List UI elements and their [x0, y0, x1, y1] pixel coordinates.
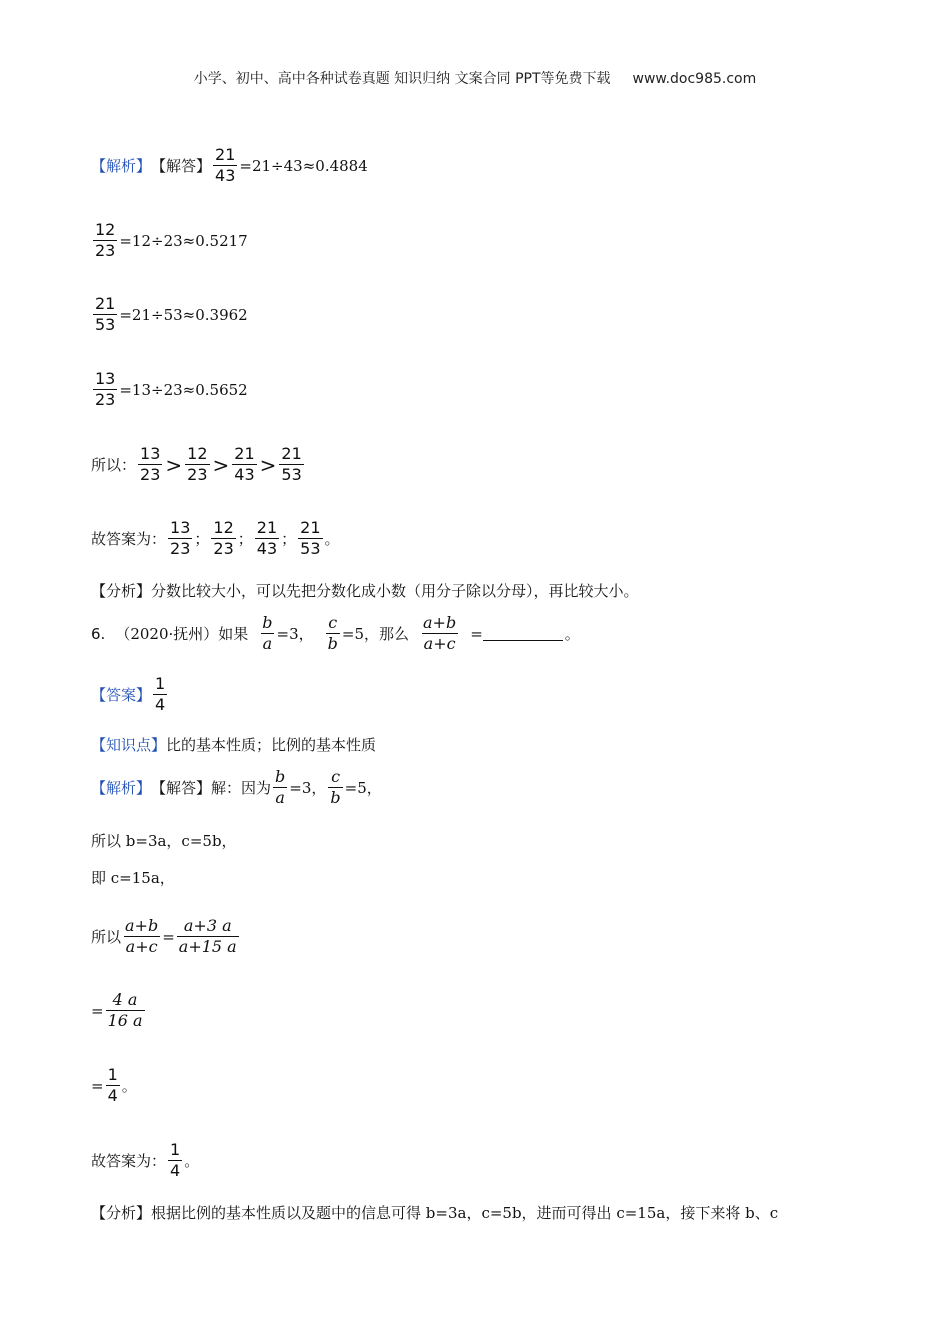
separator: ； [194, 530, 210, 549]
numerator: b [262, 613, 273, 632]
q5-solution-line-1 [91, 146, 368, 186]
so-label: 所以： [91, 456, 137, 475]
denominator: 4 [107, 1086, 118, 1106]
period: 。 [184, 1152, 200, 1171]
denominator: b [330, 788, 341, 808]
tag-jiexi: 【解析】 [91, 779, 152, 798]
q6-knowledge [91, 734, 376, 755]
greater-than: > [259, 452, 277, 477]
numerator: 21 [300, 518, 321, 537]
denominator: a [262, 634, 273, 654]
fraction [328, 768, 342, 808]
q5-analysis [91, 580, 639, 601]
numerator: 13 [95, 369, 116, 388]
numerator: a+3 a [183, 916, 232, 935]
separator: ； [237, 530, 253, 549]
q6-answer-line [91, 1141, 199, 1181]
header-text: 小学、初中、高中各种试卷真题 知识归纳 文案合同 PPT等免费下载 [193, 71, 611, 87]
tag-daan: 【答案】 [91, 686, 152, 705]
page-header [0, 68, 950, 88]
q6-line-b: 所以 b=3a，c=5b， [91, 832, 237, 850]
tag-zhishidian: 【知识点】 [91, 736, 167, 754]
denominator: a [275, 788, 285, 808]
denominator: a+15 a [178, 937, 237, 957]
q6-question [91, 614, 580, 654]
fraction [421, 614, 458, 654]
numerator: 21 [234, 444, 255, 463]
fraction [211, 519, 235, 559]
equation-part: =3， [289, 779, 327, 798]
denominator: 53 [95, 315, 116, 335]
so-label: 所以 [91, 928, 122, 947]
denominator: a+c [125, 937, 158, 957]
fraction [326, 614, 340, 654]
greater-than: > [165, 452, 183, 477]
fraction [298, 519, 322, 559]
numerator: c [331, 767, 341, 786]
denominator: 16 a [107, 1011, 143, 1031]
denominator: 43 [215, 166, 236, 186]
denominator: 23 [95, 390, 116, 410]
q6-solution-intro [91, 768, 382, 808]
denominator: 23 [213, 539, 234, 559]
fraction [213, 146, 237, 186]
fraction [153, 675, 167, 715]
fraction [273, 768, 287, 808]
fraction [279, 445, 303, 485]
q5-answer-line [91, 519, 340, 559]
numerator: 1 [170, 1140, 181, 1159]
knowledge-text: 比的基本性质；比例的基本性质 [166, 736, 377, 754]
denominator: 23 [95, 241, 116, 261]
q6-step-1 [91, 917, 241, 957]
equals-sign: = [91, 1001, 104, 1020]
numerator: 12 [213, 518, 234, 537]
denominator: a+c [423, 634, 456, 654]
answer-label: 故答案为： [91, 530, 167, 549]
fraction [260, 614, 274, 654]
question-source: （2020·抚州）如果 [115, 625, 249, 644]
greater-than: > [212, 452, 230, 477]
header-url[interactable]: www.doc985.com [632, 71, 757, 87]
expression: =21÷53≈0.3962 [119, 305, 248, 324]
denominator: 53 [300, 539, 321, 559]
numerator: 21 [256, 518, 278, 537]
period: 。 [121, 1077, 137, 1096]
solution-intro: 解：因为 [211, 779, 272, 798]
fraction [232, 445, 256, 485]
fraction [168, 519, 192, 559]
numerator: 13 [170, 518, 191, 537]
question-number: 6. [91, 624, 106, 643]
q6-analysis [91, 1202, 778, 1223]
numerator: 12 [95, 220, 116, 239]
denominator: 23 [170, 539, 191, 559]
tag-jieda: 【解答】 [151, 779, 212, 798]
tag-jieda: 【解答】 [151, 157, 212, 176]
fraction [138, 445, 162, 485]
equals-sign: = [162, 927, 175, 946]
period: 。 [324, 530, 340, 549]
equals-sign: = [91, 1076, 104, 1095]
fraction [93, 370, 117, 410]
equation-part: =3， [276, 625, 314, 644]
analysis-text: 分数比较大小，可以先把分数化成小数（用分子除以分母），再比较大小。 [151, 582, 639, 600]
numerator: 21 [95, 294, 116, 313]
numerator: 21 [215, 145, 236, 164]
numerator: 21 [281, 444, 302, 463]
expression: =21÷43≈0.4884 [239, 156, 368, 175]
numerator: b [275, 767, 286, 786]
q5-solution-line-2 [91, 221, 248, 261]
q5-solution-line-3 [91, 295, 248, 335]
equals-sign: = [470, 624, 483, 643]
numerator: 12 [187, 444, 208, 463]
denominator: 43 [234, 465, 255, 485]
q6-line-c: 即 c=15a， [91, 869, 175, 887]
fraction [123, 917, 160, 957]
equation-part: =5，那么 [341, 625, 410, 644]
numerator: 13 [140, 444, 161, 463]
fraction [168, 1141, 182, 1181]
fraction [185, 445, 209, 485]
denominator: 53 [281, 465, 302, 485]
tag-fenxi: 【分析】 [91, 582, 152, 600]
denominator: 4 [155, 695, 166, 715]
tag-jiexi: 【解析】 [91, 157, 152, 176]
q6-answer [91, 675, 169, 715]
fraction [93, 221, 117, 261]
fraction [93, 295, 117, 335]
answer-label: 故答案为： [91, 1152, 167, 1171]
period: 。 [564, 625, 580, 644]
denominator: b [327, 634, 338, 654]
analysis-text: 根据比例的基本性质以及题中的信息可得 b=3a，c=5b，进而可得出 c=15a，接下来将 b、c [151, 1204, 779, 1222]
fraction [255, 519, 279, 559]
numerator: a+b [423, 613, 457, 632]
expression: =13÷23≈0.5652 [119, 380, 248, 399]
answer-blank [483, 626, 563, 641]
fraction [177, 917, 239, 957]
numerator: 4 a [112, 990, 138, 1009]
q6-step-2 [91, 991, 147, 1031]
fraction [106, 991, 145, 1031]
numerator: 1 [155, 674, 166, 693]
denominator: 4 [170, 1161, 181, 1181]
q5-ordering [91, 445, 306, 485]
fraction [106, 1066, 120, 1106]
equation-part: =5， [344, 779, 382, 798]
tag-fenxi: 【分析】 [91, 1204, 152, 1222]
numerator: a+b [125, 916, 159, 935]
numerator: c [328, 613, 338, 632]
denominator: 23 [140, 465, 161, 485]
expression: =12÷23≈0.5217 [119, 231, 248, 250]
denominator: 23 [187, 465, 208, 485]
numerator: 1 [107, 1065, 118, 1084]
denominator: 43 [256, 539, 278, 559]
q5-solution-line-4 [91, 370, 248, 410]
q6-step-3 [91, 1066, 137, 1106]
separator: ； [281, 530, 297, 549]
